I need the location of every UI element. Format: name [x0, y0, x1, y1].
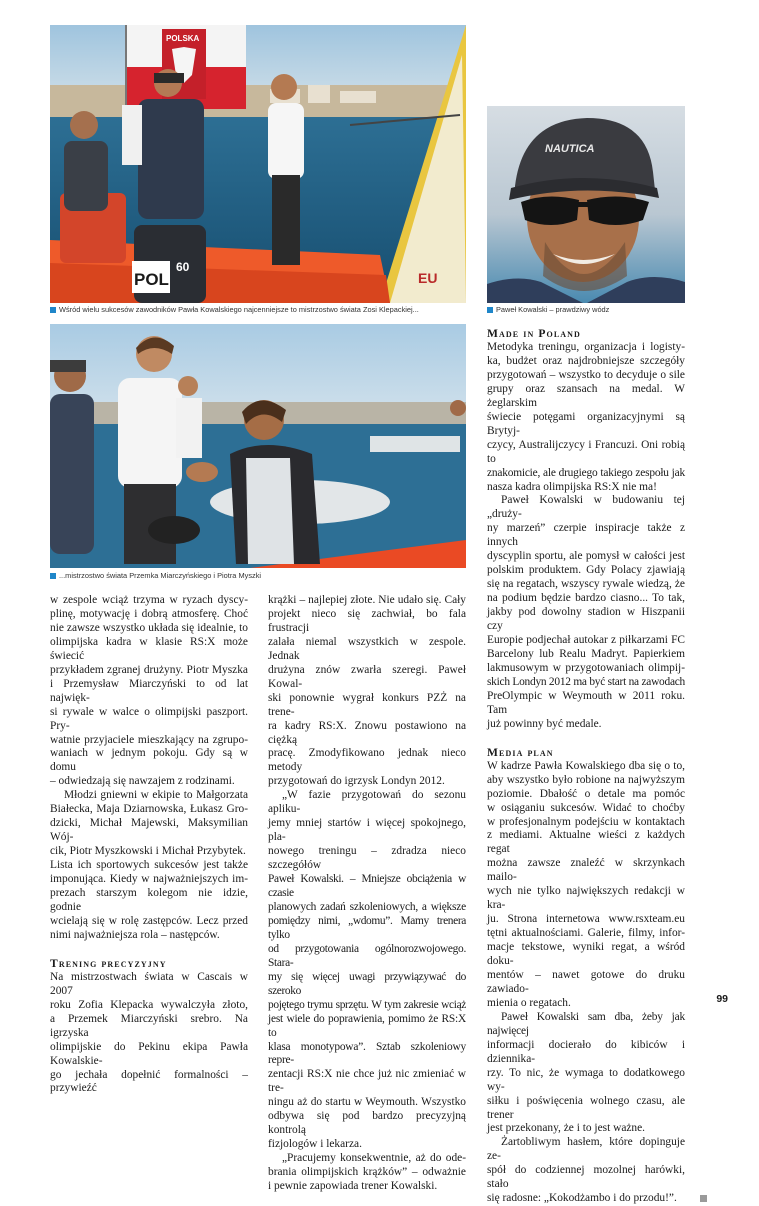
- text-line: plinę, motywację i dobrą atmosferę. Choć: [50, 607, 248, 620]
- text-line: skich Londyn 2012 ma być start na zawodach: [487, 675, 685, 688]
- text-line: klasa monotypowa”. Sztab szkoleniowy repre-: [268, 1040, 466, 1067]
- text-line: pojętego trymu sprzętu. W tym zakresie wciąż: [268, 998, 466, 1011]
- text-line: nimi najważniejsza rola – następców.: [50, 928, 220, 941]
- text-line: Barcelony lub Realu Madryt. Papierkiem: [487, 647, 685, 660]
- flag-text: POLSKA: [166, 34, 200, 43]
- text-line: zentacji RS:X nie chce już nic zmieniać w tre-: [268, 1068, 466, 1095]
- text-line: ny marzeń” czerpie inspiracje także z innych: [487, 522, 685, 549]
- text-line: „W fazie przygotowań do sezonu apliku-: [268, 789, 466, 816]
- text-line: si rywale w walce o olimpijski paszport. Pry-: [50, 705, 248, 732]
- text-line: jemy mniej startów i więcej spokojnego, pla-: [268, 817, 466, 844]
- text-line: Paweł Kowalski w budowaniu tej „druży-: [487, 494, 685, 521]
- photo-team-flag-image: [50, 25, 466, 303]
- photo-handshake-image: [50, 324, 466, 568]
- text-line: na podium będzie bardzo ciasno... To tak,: [487, 592, 685, 605]
- text-line: PreOlympic w Weymouth w 2011 roku. Tam: [487, 689, 685, 716]
- text-line: wcielają się w rolę zastępców. Lecz przed: [50, 914, 248, 927]
- text-line: [487, 1192, 685, 1206]
- page-number: 99: [716, 993, 728, 1005]
- text-line: nowego treningu – zdradza nieco szczegółów: [268, 845, 466, 872]
- text-line: drużyna znów zwarła szeregi. Paweł Kowal-: [268, 663, 466, 690]
- text-line: Żartobliwym hasłem, które dopinguje ze-: [487, 1136, 685, 1163]
- text-line: ningu aż do startu w Weymouth. Wszystko: [268, 1096, 466, 1109]
- text-line: odbywa się pod bardzo precyzyjną kontrolą: [268, 1110, 466, 1137]
- text-line: siłku i poświęcenia wolnego czasu, ale trener: [487, 1094, 685, 1121]
- text-line: – odwiedzają się nawzajem z rodzinami.: [50, 775, 235, 788]
- text-line: już powinny być medale.: [487, 717, 602, 730]
- text-line: ski ponownie wygrał konkurs PZŻ na trene-: [268, 691, 466, 718]
- section-heading: Media plan: [487, 745, 554, 759]
- caption-photo-handshake: [50, 571, 261, 581]
- text-line: tętni aktualnościami. Galerie, filmy, infor-: [487, 927, 685, 940]
- text-line: się na regatach, wszyscy rywale wiedzą, że: [487, 578, 685, 591]
- text-line: znakomicie, ale drugiego takiego zespołu jak: [487, 466, 685, 479]
- caption-text: Paweł Kowalski – prawdziwy wódz: [496, 305, 610, 314]
- photo-portrait: [487, 106, 685, 303]
- text-line: Białecka, Maja Dziarnowska, Łukasz Gro-: [50, 803, 248, 816]
- text-line: jest wiele do poprawienia, pomimo że RS:X to: [268, 1012, 466, 1039]
- caption-square-icon: [487, 307, 493, 313]
- text-line: Paweł Kowalski sam dba, żeby jak najwięcej: [487, 1010, 685, 1037]
- text-line: brania olimpijskich krążków” – odważnie: [268, 1166, 466, 1179]
- text-line: przykładem zgranej drużyny. Piotr Myszka: [50, 663, 248, 676]
- text-line: cik, Piotr Myszkowski i Michał Przybytek.: [50, 845, 246, 858]
- text-line: nasza kadra olimpijska RS:X nie ma!: [487, 480, 657, 493]
- text-line: imponująca. Kiedy w najważniejszych im-: [50, 873, 248, 886]
- text-line: olimpijska kadra w klasie RS:X może świecić: [50, 635, 248, 662]
- caption-photo-team: [50, 305, 419, 315]
- final-line-text: się radosne: „Kokodżambo i do przodu!”.: [487, 1192, 677, 1205]
- text-line: „Pracujemy konsekwentnie, aż do ode-: [282, 1152, 466, 1165]
- caption-square-icon: [50, 307, 56, 313]
- caption-photo-portrait: [487, 305, 609, 315]
- text-line: waniach w jednym pokoju. Gdy są w domu: [50, 747, 248, 774]
- text-line: pomiędzy nimi, „wdomu”. Mamy trenera tylko: [268, 914, 466, 941]
- text-line: jakby pod dowolny stadion w Hiszpanii czy: [487, 606, 685, 633]
- text-line: lakmusowym w przygotowaniach olimpij-: [487, 661, 685, 674]
- text-line: z mediami. Aktualne wieści z każdych regat: [487, 829, 685, 856]
- text-line: spół do codziennej mozolnej harówki, stało: [487, 1164, 685, 1191]
- end-of-article-square-icon: [700, 1195, 707, 1202]
- text-line: grupy oraz szansach na medal. W żeglarskim: [487, 382, 685, 409]
- text-line: Metodyka treningu, organizacja i logisty-: [487, 341, 685, 353]
- text-line: świecie potęgami organizacyjnymi są Brytyj-: [487, 410, 685, 437]
- text-line: Europie podjechał autokar z piłkarzami FC: [487, 634, 685, 647]
- text-line: i pewnie zapowiada trener Kowalski.: [268, 1180, 438, 1193]
- text-line: prezach starszym kolegom nie idzie, godnie: [50, 887, 248, 913]
- caption-text: ...mistrzostwo świata Przemka Miarczyńskiego i Piotra Myszki: [59, 571, 262, 580]
- text-line: planowych zadań szkoleniowych, a większe: [268, 900, 466, 913]
- text-line: w zespole wciąż trzyma w ryzach dyscy-: [50, 594, 248, 606]
- text-line: w osiąganiu sukcesów. Widać to choćby: [487, 801, 685, 814]
- photo-team-flag: [50, 25, 466, 303]
- text-line: i Przemysław Miarczyński to od lat najwięk-: [50, 677, 248, 704]
- text-line: roku Zofia Klepacka wywalczyła złoto,: [50, 998, 248, 1011]
- sail-text: EU: [418, 270, 438, 286]
- text-line: ra kadry RS:X. Znowu postawiono na ciężką: [268, 719, 466, 746]
- cap-brand-text: NAUTICA: [545, 143, 595, 155]
- text-line: rzy. To nic, że wymaga to dodatkowego wy-: [487, 1066, 685, 1093]
- text-line: ju. Strona internetowa www.rsxteam.eu: [487, 913, 685, 926]
- text-line: w profesjonalnym podejściu w kontaktach: [487, 815, 685, 828]
- text-line: polskim produktem. Gdy Polacy zjawiają: [487, 564, 685, 577]
- text-column-1: [50, 594, 248, 1096]
- text-line: Młodzi gniewni w ekipie to Małgorzata: [64, 789, 248, 802]
- text-line: poziomie. Dbałość o detale ma pomóc: [487, 787, 685, 800]
- text-column-2: [268, 594, 466, 1194]
- text-line: macje tekstowe, wyniki regat, a wśród doku-: [487, 941, 685, 968]
- text-line: zalała niemal wszystkich w zespole. Jednak: [268, 635, 466, 662]
- caption-text: Wśród wielu sukcesów zawodników Pawła Kowalskiego najcenniejsze to mistrzostwo świata Zosi Klepackiej...: [59, 305, 419, 314]
- text-line: my się więcej uwagi przywiązywać do szeroko: [268, 970, 466, 997]
- text-line: przygotowań – wszystko to decyduje o sile: [487, 368, 685, 381]
- text-line: W kadrze Pawła Kowalskiego dba się o to,: [487, 759, 685, 772]
- text-line: olimpijskie do Pekinu ekipa Pawła Kowalskie-: [50, 1040, 248, 1067]
- text-line: a Przemek Miarczyński srebro. Na igrzyska: [50, 1012, 248, 1039]
- text-line: fizjologów i lekarza.: [268, 1138, 362, 1151]
- text-line: Na mistrzostwach świata w Cascais w 2007: [50, 970, 248, 997]
- text-line: Paweł Kowalski. – Mniejsze obciążenia w czasie: [268, 873, 466, 900]
- text-line: informacji docierało do kibiców i dziennika-: [487, 1038, 685, 1065]
- spacer: [487, 732, 685, 746]
- text-line: nie zawsze wszystko układa się idealnie, to: [50, 621, 248, 634]
- section-heading: Trening precyzyjny: [50, 956, 167, 970]
- engine-text: 60: [176, 260, 190, 274]
- boat-pol-text: POL: [134, 270, 169, 289]
- text-line: projekt nieco się zachwiał, bo fala frustracji: [268, 607, 466, 634]
- text-line: dzicki, Michał Majewski, Maksymilian Wój-: [50, 817, 248, 844]
- text-line: można zawsze znaleźć w skrzynkach mailo-: [487, 857, 685, 884]
- text-line: wych nie tylko największych redakcji w kra-: [487, 885, 685, 912]
- text-line: czycy, Australijczycy i Francuzi. Oni robią to: [487, 438, 685, 465]
- caption-square-icon: [50, 573, 56, 579]
- photo-handshake: [50, 324, 466, 568]
- section-heading: Made in Poland: [487, 327, 581, 340]
- text-line: Lista ich sportowych sukcesów jest także: [50, 859, 248, 872]
- text-line: przygotowań do igrzysk Londyn 2012.: [268, 775, 445, 788]
- text-line: krążki – najlepiej złote. Nie udało się. Cały: [268, 594, 466, 606]
- text-line: go jechała dopełnić formalności – przywieźć: [50, 1068, 248, 1095]
- text-line: jest przekonany, że i to jest ważne.: [487, 1122, 646, 1135]
- text-line: aby wszystko było robione na najwyższym: [487, 773, 685, 786]
- text-line: mienia o regatach.: [487, 996, 571, 1009]
- text-line: od przygotowania ogólnorozwojowego. Stara-: [268, 942, 466, 969]
- text-line: watnie przyjaciele mieszkający na zgrupo-: [50, 733, 248, 746]
- text-line: pracę. Zmodyfikowano jednak nieco metody: [268, 747, 466, 774]
- text-line: mentów – nawet gotowe do druku zawiado-: [487, 968, 685, 995]
- text-line: dyscyplin sportu, ale pomysł w całości jest: [487, 550, 685, 563]
- text-line: ka, budżet oraz najdrobniejsze szczegóły: [487, 354, 685, 367]
- text-column-3: [487, 327, 685, 1206]
- photo-portrait-image: [487, 106, 685, 303]
- spacer: [50, 943, 248, 957]
